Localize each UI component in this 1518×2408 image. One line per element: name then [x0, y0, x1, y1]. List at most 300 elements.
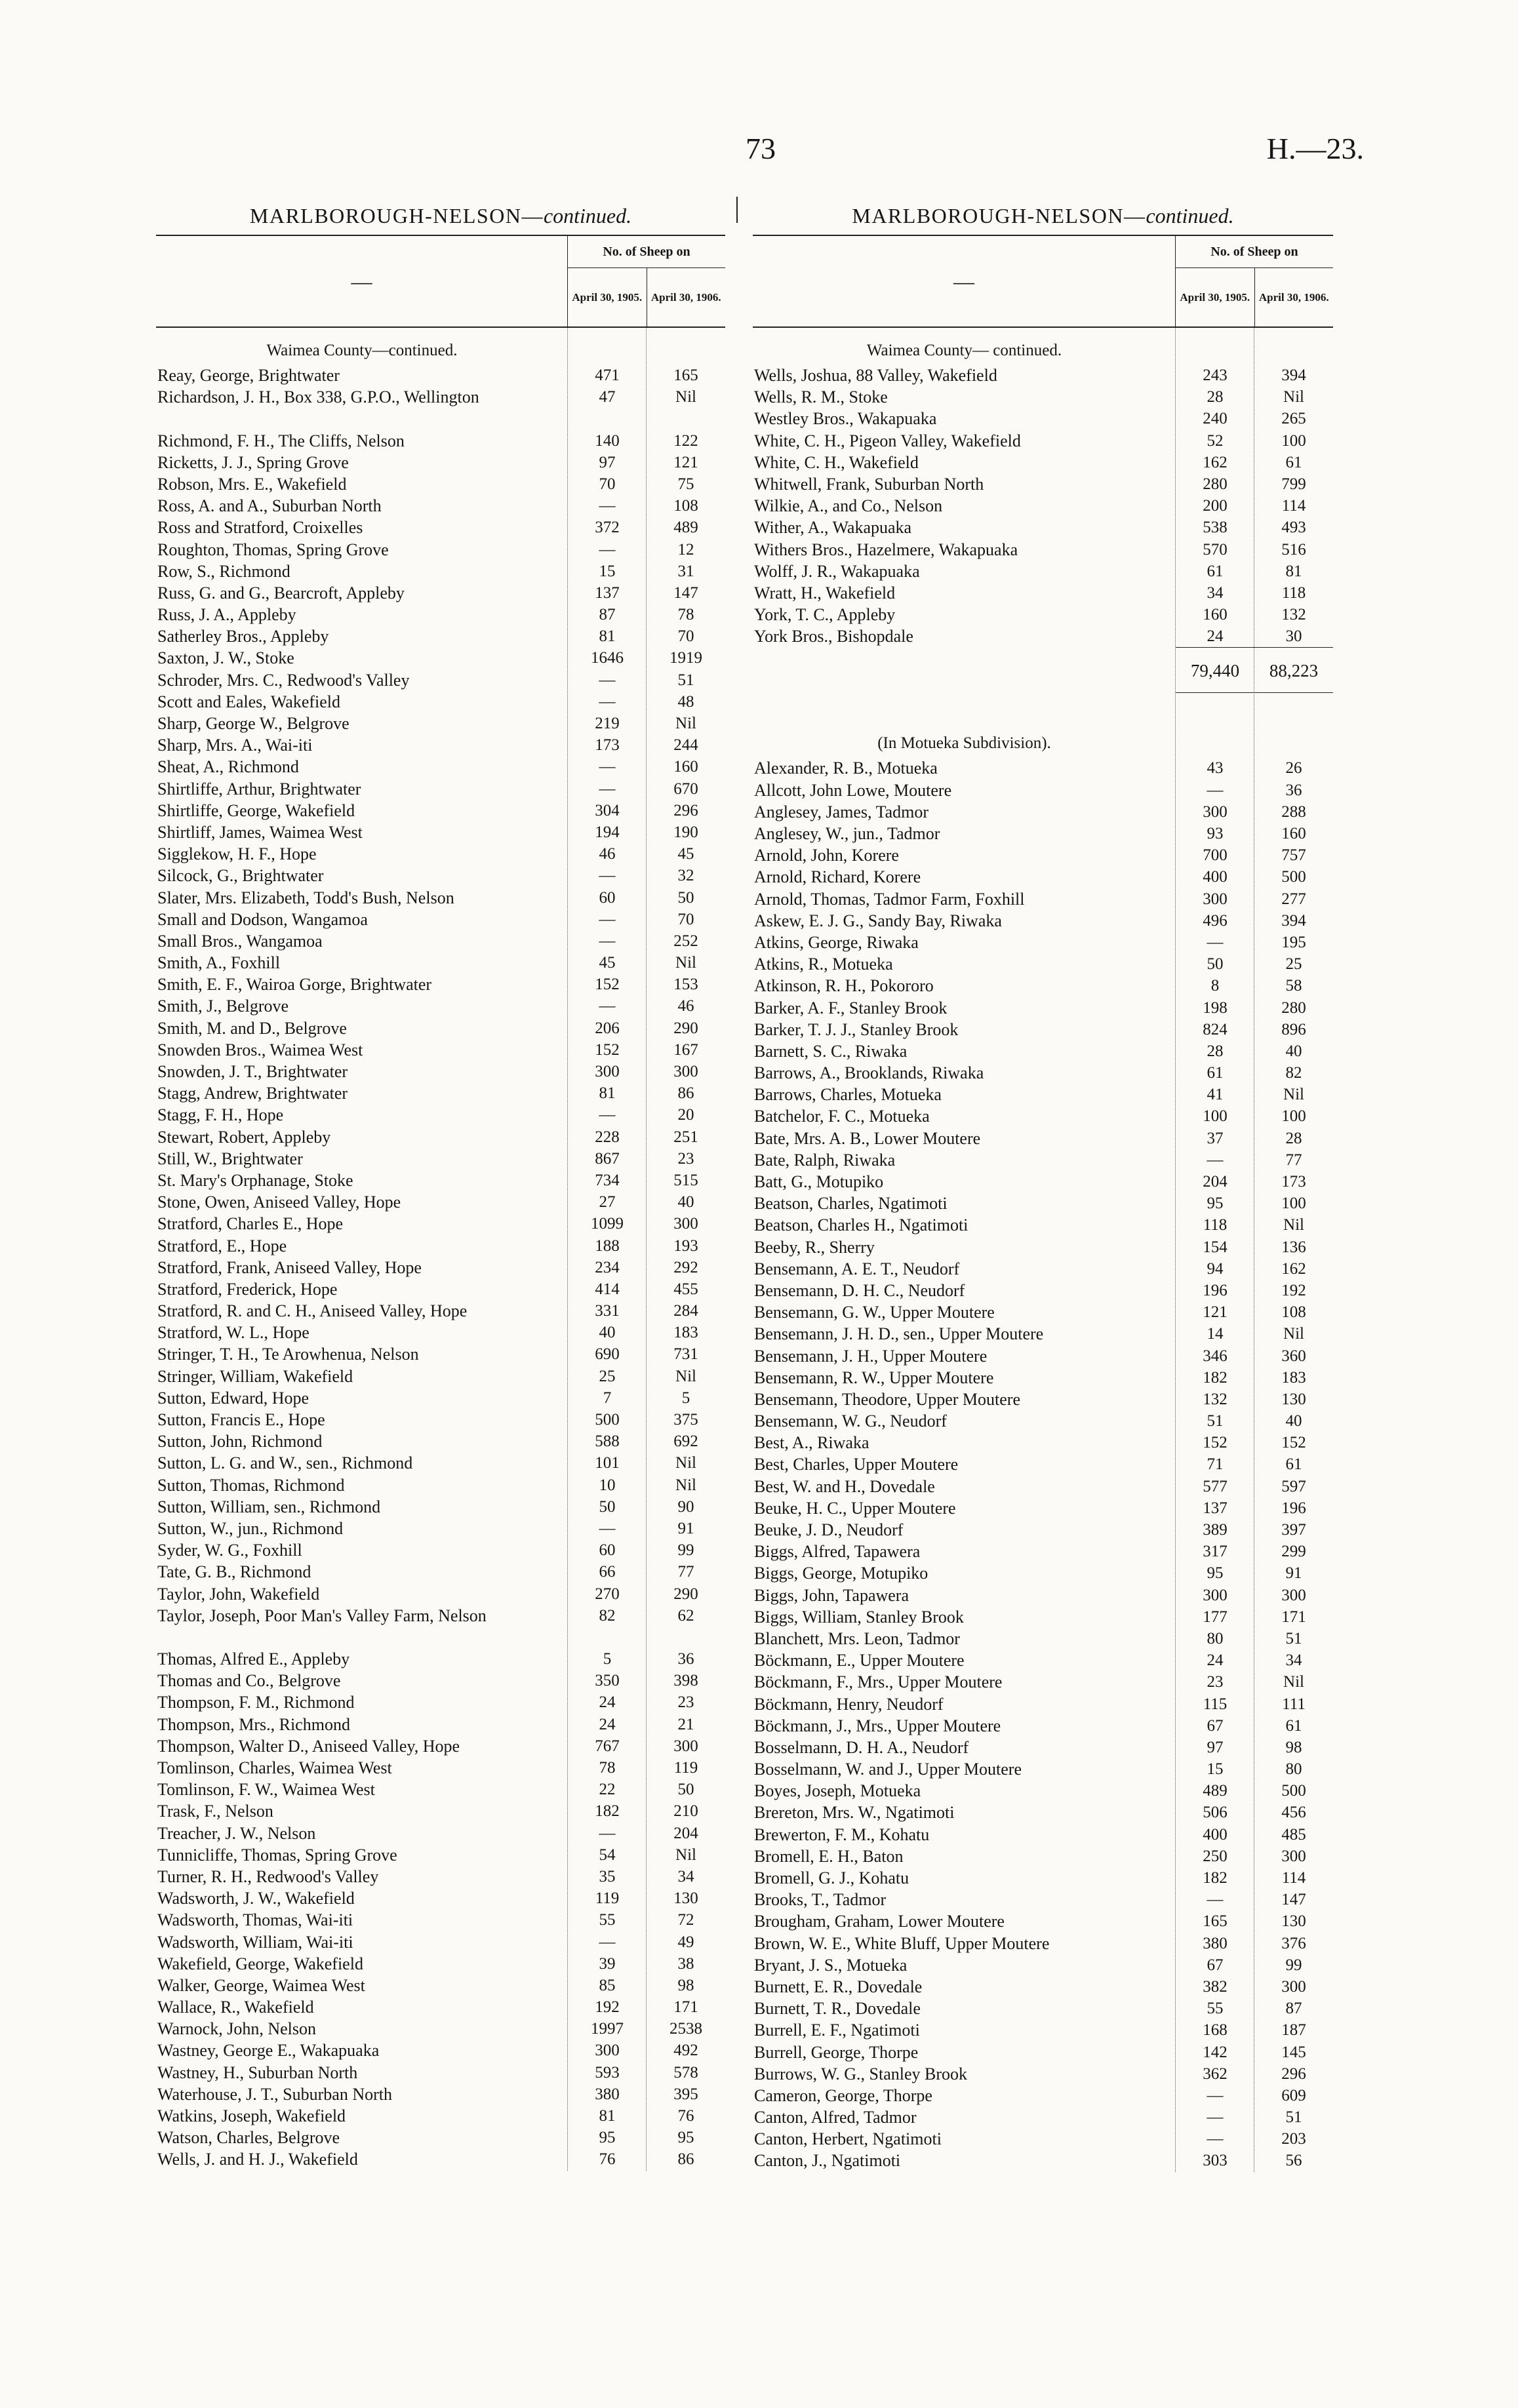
- sheep-1906: 492: [673, 2042, 698, 2060]
- sheep-1905: 380: [595, 2085, 620, 2103]
- owner-name: Biggs, Alfred, Tapawera: [754, 1542, 921, 1562]
- table-row: [753, 452, 1333, 473]
- table-row: [753, 604, 1333, 625]
- sheep-1905: 206: [595, 1019, 620, 1037]
- sheep-1905: 593: [595, 2063, 620, 2082]
- owner-name: Wadsworth, Thomas, Wai-iti: [157, 1910, 353, 1930]
- sheep-1906: 51: [1285, 1629, 1302, 1648]
- sheep-1906: 56: [1285, 2152, 1302, 2170]
- sheep-1905: 15: [599, 562, 616, 580]
- sheep-1906: 193: [673, 1236, 698, 1255]
- owner-name: Roughton, Thomas, Spring Grove: [157, 540, 389, 559]
- sheep-1906: 300: [673, 1215, 698, 1233]
- sheep-1905: 54: [599, 1845, 616, 1864]
- sheep-1906: 609: [1281, 2086, 1306, 2104]
- sheep-1905: —: [599, 758, 616, 776]
- sheep-1905: 93: [1207, 825, 1224, 842]
- owner-name: Sutton, Edward, Hope: [157, 1388, 310, 1408]
- sheep-1905: 81: [599, 627, 616, 646]
- table-row: [156, 1126, 725, 1148]
- sheep-1905: —: [1207, 933, 1224, 951]
- sheep-1905: —: [599, 910, 616, 928]
- sheep-1905: —: [599, 1519, 616, 1537]
- owner-name: Sutton, William, sen., Richmond: [157, 1497, 381, 1516]
- owner-name: Burrell, George, Thorpe: [754, 2042, 919, 2062]
- sheep-1906: Nil: [675, 954, 696, 972]
- sheep-1905: —: [599, 1106, 616, 1124]
- sheep-1906: 51: [1285, 2108, 1302, 2127]
- table-row: [156, 1104, 725, 1126]
- owner-name: Row, S., Richmond: [157, 561, 290, 581]
- owner-name: Tomlinson, F. W., Waimea West: [157, 1780, 375, 1800]
- sheep-1905: 200: [1203, 497, 1228, 515]
- sheep-1906: 114: [1281, 497, 1306, 515]
- table-row: [156, 1757, 725, 1779]
- owner-name: Wratt, H., Wakefield: [754, 583, 896, 602]
- sheep-1906: 153: [673, 976, 698, 994]
- table-row: [156, 2018, 725, 2040]
- table-row: [156, 1561, 725, 1583]
- table-row: [156, 1366, 725, 1387]
- sheep-1905: —: [599, 692, 616, 711]
- owner-name: Syder, W. G., Foxhill: [157, 1541, 302, 1560]
- sheep-1905: 67: [1207, 1716, 1224, 1735]
- owner-name: Burnett, T. R., Dovedale: [754, 1999, 921, 2019]
- sheep-1906: 30: [1285, 627, 1302, 646]
- table-row: [753, 1998, 1333, 2019]
- sheep-1905: 50: [599, 1497, 616, 1516]
- owner-name: Wolff, J. R., Wakapuaka: [754, 561, 920, 581]
- sheep-1905: —: [1207, 1151, 1224, 1169]
- sheep-1905: 1646: [591, 649, 624, 667]
- sheep-1905: 24: [599, 1693, 616, 1712]
- sheep-1906: Nil: [675, 1367, 696, 1385]
- table-row: [753, 1867, 1333, 1889]
- table-row: [753, 1541, 1333, 1562]
- sheep-1906: 25: [1285, 955, 1302, 974]
- sheep-1905: 132: [1203, 1390, 1228, 1408]
- sheep-1906: 167: [673, 1040, 698, 1059]
- owner-name: Bromell, E. H., Baton: [754, 1846, 904, 1866]
- table-row: [156, 952, 725, 974]
- sheep-1906: 77: [1285, 1151, 1302, 1169]
- table-row: [753, 910, 1333, 932]
- sheep-1905: 140: [595, 431, 620, 450]
- table-row: [753, 408, 1333, 429]
- owner-name: Best, Charles, Upper Moutere: [754, 1455, 959, 1474]
- owner-name: Richardson, J. H., Box 338, G.P.O., Wellington: [157, 387, 479, 407]
- owner-name: Stringer, T. H., Te Arowhenua, Nelson: [157, 1345, 419, 1364]
- sheep-1906: 500: [1281, 868, 1306, 886]
- sheep-1905: 177: [1203, 1608, 1228, 1626]
- sheep-1906: 489: [673, 519, 698, 537]
- sheep-1905: 194: [595, 823, 620, 841]
- table-row: [156, 1691, 725, 1713]
- table-row: [156, 669, 725, 691]
- header-group-label: No. of Sheep on: [568, 236, 725, 268]
- sheep-1905: 496: [1203, 911, 1228, 930]
- sheep-1905: 270: [595, 1585, 620, 1603]
- owner-name: Stratford, Frederick, Hope: [157, 1279, 338, 1299]
- table-row: [753, 1889, 1333, 1910]
- owner-name: Bensemann, G. W., Upper Moutere: [754, 1303, 995, 1322]
- sheep-1906: Nil: [1283, 388, 1304, 406]
- sheep-1905: —: [1207, 2086, 1224, 2104]
- sheep-1905: 137: [595, 583, 620, 602]
- table-row: [753, 1845, 1333, 1867]
- sheep-1906: 147: [1281, 1891, 1306, 1909]
- owner-name: Bensemann, Theodore, Upper Moutere: [754, 1389, 1021, 1409]
- table-row: [156, 561, 725, 582]
- table-row: [753, 1258, 1333, 1280]
- table-row: [156, 821, 725, 843]
- sheep-1905: 45: [599, 954, 616, 972]
- owner-name: Bensemann, R. W., Upper Moutere: [754, 1368, 994, 1387]
- table-row: [156, 1714, 725, 1735]
- sheep-1906: Nil: [1283, 1216, 1304, 1234]
- sheep-1906: 36: [677, 1650, 694, 1668]
- owner-name: Blanchett, Mrs. Leon, Tadmor: [754, 1628, 960, 1648]
- table-row: [156, 1061, 725, 1082]
- sheep-1906: 111: [1282, 1695, 1306, 1713]
- table-row: [156, 756, 725, 778]
- sheep-1905: 300: [1203, 1586, 1228, 1604]
- table-row: [753, 997, 1333, 1019]
- owner-name: Arnold, Thomas, Tadmor Farm, Foxhill: [754, 889, 1025, 909]
- table-row: [753, 888, 1333, 910]
- sheep-1906: 183: [673, 1324, 698, 1342]
- owner-name: Böckmann, E., Upper Moutere: [754, 1651, 965, 1670]
- owner-name: Stratford, W. L., Hope: [157, 1323, 310, 1343]
- table-row: [753, 932, 1333, 953]
- owner-name: Russ, G. and G., Bearcroft, Appleby: [157, 583, 405, 602]
- table-row: [156, 2105, 725, 2127]
- owner-name: Atkins, R., Motueka: [754, 955, 893, 974]
- section-heading: Waimea County— continued.: [866, 342, 1062, 359]
- sheep-1906: 252: [673, 932, 698, 950]
- sheep-1906: 91: [1285, 1564, 1302, 1583]
- sheep-1905: 506: [1203, 1804, 1228, 1822]
- owner-name: Bensemann, W. G., Neudorf: [754, 1411, 947, 1431]
- owner-name: Brewerton, F. M., Kohatu: [754, 1825, 930, 1844]
- table-row: [753, 953, 1333, 975]
- owner-name: Böckmann, F., Mrs., Upper Moutere: [754, 1672, 1003, 1692]
- sheep-1906: 296: [673, 801, 698, 819]
- total-label: [753, 647, 1176, 693]
- sheep-1905: 115: [1203, 1695, 1228, 1713]
- sheep-1906: Nil: [675, 715, 696, 733]
- table-row: [156, 1735, 725, 1757]
- sheep-1905: 43: [1207, 759, 1224, 778]
- sheep-1905: —: [1207, 2130, 1224, 2148]
- table-row: [753, 386, 1333, 408]
- sheep-1906: 62: [677, 1606, 694, 1625]
- table-row: [753, 1193, 1333, 1214]
- owner-name: Stagg, F. H., Hope: [157, 1105, 284, 1125]
- table-row: [753, 1214, 1333, 1236]
- table-row: [156, 887, 725, 909]
- sheep-1906: 165: [673, 366, 698, 384]
- sheep-1905: 168: [1203, 2021, 1228, 2040]
- table-row: [753, 1954, 1333, 1976]
- table-row: [156, 1975, 725, 1996]
- header-name-cell: —: [351, 269, 372, 293]
- table-row: [753, 1585, 1333, 1606]
- sheep-1906: 51: [677, 671, 694, 689]
- table-row: [156, 1866, 725, 1887]
- table-row: [753, 780, 1333, 801]
- sheep-1905: 97: [1207, 1738, 1224, 1756]
- owner-name: Reay, George, Brightwater: [157, 366, 340, 385]
- table-row: [753, 625, 1333, 647]
- owner-name: White, C. H., Wakefield: [754, 452, 919, 472]
- owner-name: Best, W. and H., Dovedale: [754, 1476, 935, 1496]
- sheep-1905: 22: [599, 1781, 616, 1799]
- sheep-1905: 734: [595, 1171, 620, 1189]
- table-row: [753, 1693, 1333, 1715]
- owner-name: Arnold, Richard, Korere: [754, 867, 921, 887]
- sheep-1905: 25: [599, 1367, 616, 1385]
- sheep-1905: 81: [599, 2107, 616, 2125]
- sheep-1906: 82: [1285, 1064, 1302, 1082]
- sheep-1906: 99: [677, 1541, 694, 1560]
- owner-name: Bensemann, J. H., Upper Moutere: [754, 1346, 988, 1366]
- sheep-1905: 35: [599, 1867, 616, 1885]
- sheep-1905: —: [599, 1933, 616, 1951]
- sheep-1905: —: [599, 997, 616, 1016]
- owner-name: Slater, Mrs. Elizabeth, Todd's Bush, Nelson: [157, 888, 454, 907]
- sheep-1906: 204: [673, 1824, 698, 1842]
- owner-name: Bensemann, J. H. D., sen., Upper Moutere: [754, 1324, 1044, 1344]
- owner-name: Bosselmann, W. and J., Upper Moutere: [754, 1760, 1022, 1779]
- header-sheep-group: [567, 236, 725, 326]
- table-row: [156, 713, 725, 734]
- table-row: [156, 1953, 725, 1975]
- sheep-1906: 45: [677, 845, 694, 863]
- owner-name: Robson, Mrs. E., Wakefield: [157, 474, 347, 494]
- table-title: [753, 197, 1333, 235]
- sheep-1906: 265: [1281, 410, 1306, 428]
- owner-name: Wilkie, A., and Co., Nelson: [754, 496, 943, 516]
- table-title: [156, 197, 725, 235]
- table-row: [156, 1518, 725, 1539]
- sheep-1906: 40: [677, 1193, 694, 1212]
- column-divider: [736, 197, 738, 223]
- sheep-1905: 243: [1203, 366, 1228, 384]
- sheep-1906: 160: [673, 758, 698, 776]
- sheep-1906: 578: [673, 2063, 698, 2082]
- sheep-1905: 61: [1207, 562, 1224, 580]
- owner-name: Barnett, S. C., Riwaka: [754, 1041, 908, 1061]
- table-row: [753, 801, 1333, 823]
- owner-name: Smith, E. F., Wairoa Gorge, Brightwater: [157, 975, 432, 995]
- sheep-1905: 154: [1203, 1238, 1228, 1256]
- sheep-1906: 99: [1285, 1956, 1302, 1974]
- owner-name: Saxton, J. W., Stoke: [157, 648, 294, 668]
- table-row: [753, 1758, 1333, 1780]
- table-row: [156, 1779, 725, 1800]
- sheep-1906: Nil: [675, 1476, 696, 1494]
- table-title-continued: continued.: [543, 204, 632, 227]
- sheep-1906: 26: [1285, 759, 1302, 778]
- table-row: [753, 1453, 1333, 1475]
- sheep-1905: 331: [595, 1302, 620, 1320]
- sheep-1906: 77: [677, 1563, 694, 1581]
- table-row: [753, 430, 1333, 452]
- table-row: [753, 975, 1333, 997]
- table-title-continued: continued.: [1146, 204, 1234, 227]
- table-row: [156, 1648, 725, 1670]
- owner-name: Atkins, George, Riwaka: [754, 932, 919, 952]
- sheep-1905: 100: [1203, 1107, 1228, 1126]
- sheep-1905: 182: [1203, 1869, 1228, 1887]
- sheep-1905: 67: [1207, 1956, 1224, 1974]
- owner-name: Taylor, John, Wakefield: [157, 1584, 320, 1604]
- table-row: [753, 1497, 1333, 1519]
- sheep-1906: 100: [1281, 1107, 1306, 1126]
- sheep-1905: 414: [595, 1280, 620, 1298]
- sheep-1905: 85: [599, 1976, 616, 1994]
- table-row: [753, 1367, 1333, 1389]
- owner-name: Allcott, John Lowe, Moutere: [754, 780, 952, 800]
- sheep-1905: —: [1207, 781, 1224, 799]
- sheep-1906: 46: [677, 997, 694, 1016]
- owner-name: Canton, J., Ngatimoti: [754, 2151, 901, 2171]
- table-row: [753, 1410, 1333, 1432]
- sheep-1905: 234: [595, 1258, 620, 1276]
- table-row: [753, 1062, 1333, 1084]
- owner-name: Small Bros., Wangamoa: [157, 931, 323, 951]
- sheep-1905: 196: [1203, 1281, 1228, 1299]
- owner-name: Ricketts, J. J., Spring Grove: [157, 452, 349, 472]
- owner-name: Burnett, E. R., Dovedale: [754, 1977, 923, 1996]
- table-row: [753, 1824, 1333, 1845]
- table-row: [156, 1800, 725, 1822]
- sheep-1906: 130: [1281, 1390, 1306, 1408]
- page-number: 73: [746, 132, 776, 165]
- sheep-1906: 76: [677, 2107, 694, 2125]
- table-title-main: MARLBOROUGH-NELSON—: [852, 204, 1146, 227]
- owner-name: Beatson, Charles H., Ngatimoti: [754, 1215, 969, 1235]
- table-row: [156, 1300, 725, 1322]
- owner-name: Wallace, R., Wakefield: [157, 1998, 314, 2017]
- sheep-1905: 34: [1207, 583, 1224, 602]
- sheep-1905: 362: [1203, 2064, 1228, 2083]
- table-row: [753, 1780, 1333, 1802]
- sheep-1906: 299: [1281, 1543, 1306, 1561]
- table-row: [753, 517, 1333, 538]
- sheep-1906: 670: [673, 780, 698, 798]
- sheep-1906: 23: [677, 1693, 694, 1712]
- table-row: [753, 1606, 1333, 1628]
- table-row: [156, 539, 725, 561]
- section-heading: (In Motueka Subdivision).: [877, 734, 1051, 753]
- sheep-1905: 192: [595, 1998, 620, 2017]
- owner-name: Snowden Bros., Waimea West: [157, 1040, 363, 1059]
- sheep-1906: 61: [1285, 1716, 1302, 1735]
- sheep-1906: 5: [681, 1389, 690, 1407]
- owner-name: Snowden, J. T., Brightwater: [157, 1062, 348, 1082]
- sheep-1906: 171: [673, 1998, 698, 2017]
- owner-name: Richmond, F. H., The Cliffs, Nelson: [157, 431, 405, 450]
- sheep-1906: 290: [673, 1585, 698, 1603]
- sheep-1905: 37: [1207, 1129, 1224, 1147]
- sheep-1905: 97: [599, 453, 616, 471]
- sheep-1906: 171: [1281, 1608, 1306, 1626]
- table-row: [753, 1149, 1333, 1171]
- sheep-1905: 50: [1207, 955, 1224, 974]
- sheep-1905: 118: [1203, 1216, 1228, 1234]
- sheep-1905: 389: [1203, 1521, 1228, 1539]
- sheep-1905: 577: [1203, 1477, 1228, 1495]
- sheep-1906: 86: [677, 2150, 694, 2169]
- sheep-1906: 119: [673, 1759, 698, 1777]
- sheep-1906: 122: [673, 431, 698, 450]
- sheep-1906: Nil: [675, 1454, 696, 1472]
- owner-name: Watkins, Joseph, Wakefield: [157, 2106, 346, 2126]
- sheep-1906: 597: [1281, 1477, 1306, 1495]
- table-row: [753, 473, 1333, 495]
- sheep-1906: 32: [677, 867, 694, 885]
- sheep-1906: 375: [673, 1411, 698, 1429]
- sheep-1905: 39: [599, 1954, 616, 1973]
- owner-name: White, C. H., Pigeon Valley, Wakefield: [754, 431, 1021, 450]
- sheep-1906: 70: [677, 627, 694, 646]
- sheep-1905: 41: [1207, 1086, 1224, 1104]
- owner-name: Bate, Mrs. A. B., Lower Moutere: [754, 1128, 981, 1148]
- table-row: [753, 1236, 1333, 1258]
- table-row: [753, 365, 1333, 386]
- sheep-1905: 46: [599, 845, 616, 863]
- table-row: [156, 1496, 725, 1518]
- owner-name: Shirtliff, James, Waimea West: [157, 822, 363, 842]
- table-row: [156, 1278, 725, 1300]
- table-row: [753, 1105, 1333, 1127]
- sheep-1906: 300: [673, 1063, 698, 1081]
- owner-name: Beuke, H. C., Upper Moutere: [754, 1498, 956, 1518]
- sheep-1906: 72: [677, 1911, 694, 1929]
- sheep-1905: 95: [599, 2129, 616, 2147]
- owner-name: Tunnicliffe, Thomas, Spring Grove: [157, 1845, 397, 1865]
- owner-name: Turner, R. H., Redwood's Valley: [157, 1866, 379, 1886]
- owner-name: Trask, F., Nelson: [157, 1802, 273, 1821]
- owner-name: Tomlinson, Charles, Waimea West: [157, 1758, 392, 1778]
- sheep-1905: 87: [599, 606, 616, 624]
- owner-name: Boyes, Joseph, Motueka: [754, 1781, 921, 1801]
- sheep-1905: 188: [595, 1236, 620, 1255]
- sheep-1905: 60: [599, 1541, 616, 1560]
- sheep-1905: 81: [599, 1084, 616, 1103]
- sheep-1906: 118: [1281, 583, 1306, 602]
- owner-name: Shirtliffe, George, Wakefield: [157, 800, 355, 820]
- sheep-1905: 61: [1207, 1064, 1224, 1082]
- owner-name: Bosselmann, D. H. A., Neudorf: [754, 1737, 969, 1757]
- table-row: [753, 1345, 1333, 1367]
- table-header: [753, 235, 1333, 328]
- table-row: [753, 539, 1333, 561]
- sheep-1906: 203: [1281, 2130, 1306, 2148]
- sheep-1905: 690: [595, 1345, 620, 1364]
- sheep-1905: 5: [603, 1650, 612, 1668]
- sheep-1906: 277: [1281, 890, 1306, 908]
- sheep-1905: 152: [595, 1040, 620, 1059]
- table-row: [753, 1301, 1333, 1323]
- owner-name: Biggs, William, Stanley Brook: [754, 1607, 964, 1627]
- sheep-1905: 500: [595, 1411, 620, 1429]
- sheep-1906: Nil: [1283, 1325, 1304, 1343]
- owner-name: Tate, G. B., Richmond: [157, 1562, 311, 1582]
- sheep-1906: 731: [673, 1345, 698, 1364]
